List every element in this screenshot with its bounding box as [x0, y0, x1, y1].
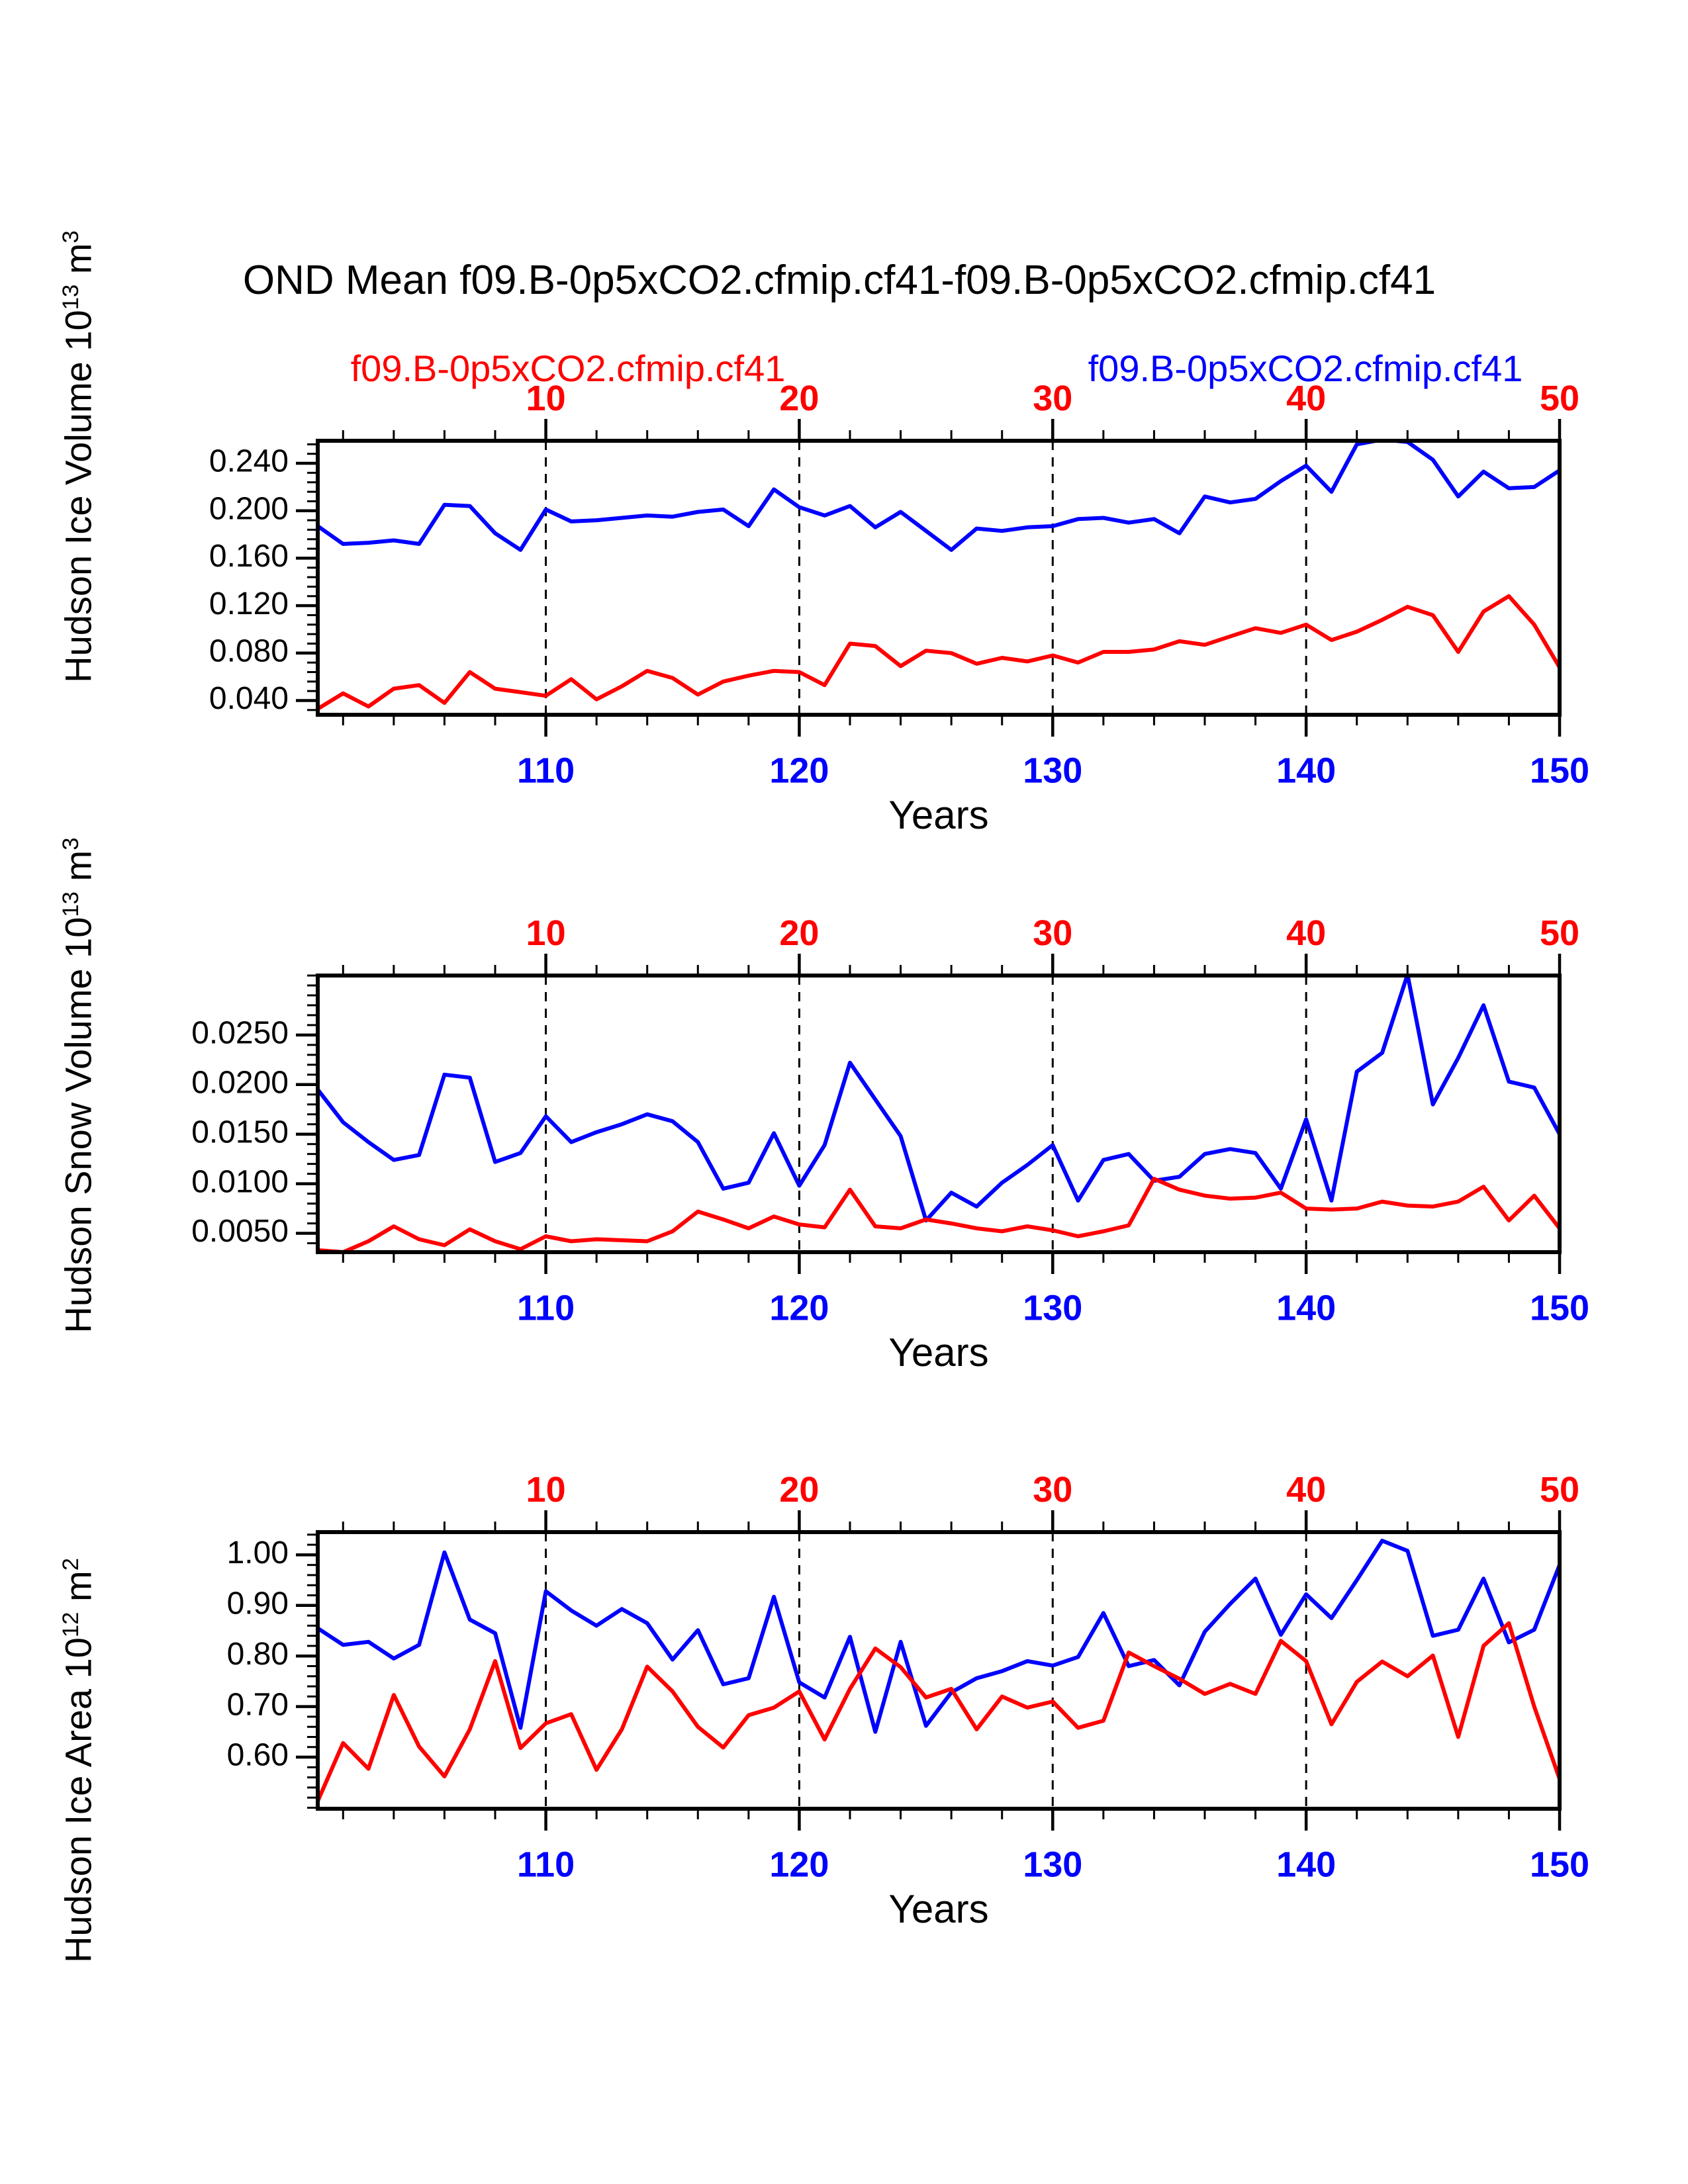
- x-tick-label-top-40: 40: [1286, 1470, 1327, 1510]
- x-tick-label-top-30: 30: [1033, 913, 1073, 953]
- y-axis-title-snow-volume-exponent: 13: [58, 891, 83, 917]
- figure-title: OND Mean f09.B-0p5xCO2.cfmip.cf41-f09.B-0p5xCO2.cfmip.cf41: [242, 257, 1436, 303]
- x-tick-label-top-10: 10: [526, 913, 566, 953]
- x-tick-label-bottom-130: 130: [1023, 751, 1083, 791]
- x-tick-label-top-10: 10: [526, 1470, 566, 1510]
- x-tick-label-bottom-150: 150: [1529, 1844, 1590, 1885]
- y-tick-label-0.0250: 0.0250: [191, 1015, 289, 1051]
- x-tick-label-bottom-130: 130: [1023, 1844, 1083, 1885]
- y-tick-label-0.240: 0.240: [209, 443, 289, 479]
- x-tick-label-bottom-140: 140: [1276, 751, 1336, 791]
- y-tick-label-0.80: 0.80: [226, 1636, 289, 1672]
- y-tick-label-0.60: 0.60: [226, 1737, 289, 1773]
- x-tick-label-top-50: 50: [1539, 913, 1580, 953]
- series-line-red-hudson-ice-volume: [318, 596, 1560, 709]
- x-tick-label-bottom-150: 150: [1529, 751, 1590, 791]
- y-tick-label-0.160: 0.160: [209, 539, 289, 574]
- y-axis-title-snow-volume-unit-exponent: 3: [58, 837, 83, 850]
- y-axis-title-ice-area-text: Hudson Ice Area 10: [57, 1637, 99, 1964]
- y-tick-label-0.0150: 0.0150: [191, 1115, 289, 1150]
- x-tick-label-bottom-110: 110: [517, 751, 575, 791]
- x-tick-label-bottom-110: 110: [517, 1288, 575, 1328]
- x-axis-title-hudson-ice-volume: Years: [888, 793, 989, 837]
- y-tick-label-0.120: 0.120: [209, 586, 289, 621]
- y-tick-label-0.040: 0.040: [209, 681, 289, 717]
- x-tick-label-bottom-110: 110: [517, 1844, 575, 1885]
- x-tick-label-top-20: 20: [779, 1470, 820, 1510]
- panel-hudson-ice-area: [227, 1470, 1589, 1931]
- y-axis-title-ice-volume-exponent: 13: [58, 284, 83, 310]
- panel-hudson-ice-volume: [209, 379, 1589, 837]
- panel-hudson-snow-volume: [191, 913, 1589, 1375]
- y-axis-title-ice-area-exponent: 12: [58, 1612, 83, 1638]
- series-line-blue-hudson-ice-area: [318, 1541, 1560, 1732]
- legend-label-blue-series: f09.B-0p5xCO2.cfmip.cf41: [1088, 347, 1523, 389]
- y-tick-label-0.080: 0.080: [209, 633, 289, 669]
- x-tick-label-bottom-120: 120: [769, 751, 829, 791]
- series-line-blue-hudson-snow-volume: [318, 975, 1560, 1221]
- x-tick-label-bottom-150: 150: [1529, 1288, 1590, 1328]
- series-line-red-hudson-snow-volume: [318, 1179, 1560, 1252]
- x-tick-label-bottom-140: 140: [1276, 1288, 1336, 1328]
- x-tick-label-top-20: 20: [779, 379, 820, 418]
- x-tick-label-top-10: 10: [526, 379, 566, 418]
- x-tick-label-top-50: 50: [1539, 379, 1580, 418]
- x-tick-label-bottom-130: 130: [1023, 1288, 1083, 1328]
- y-tick-label-0.200: 0.200: [209, 491, 289, 527]
- legend-label-red-series: f09.B-0p5xCO2.cfmip.cf41: [350, 347, 786, 389]
- y-axis-title-snow-volume-unit: m: [57, 850, 99, 892]
- x-tick-label-top-50: 50: [1539, 1470, 1580, 1510]
- y-axis-title-ice-area-unit: m: [57, 1570, 99, 1612]
- x-tick-label-top-40: 40: [1286, 379, 1327, 418]
- y-tick-label-0.90: 0.90: [226, 1586, 289, 1621]
- x-tick-label-bottom-140: 140: [1276, 1844, 1336, 1885]
- y-tick-label-1.00: 1.00: [226, 1535, 289, 1571]
- y-tick-label-0.70: 0.70: [226, 1687, 289, 1723]
- series-line-blue-hudson-ice-volume: [318, 439, 1560, 550]
- y-axis-title-snow-volume-text: Hudson Snow Volume 10: [57, 917, 99, 1334]
- y-tick-label-0.0100: 0.0100: [191, 1164, 289, 1200]
- x-tick-label-top-30: 30: [1033, 1470, 1073, 1510]
- x-axis-title-hudson-ice-area: Years: [888, 1887, 989, 1931]
- y-axis-title-ice-area-unit-exponent: 2: [58, 1557, 83, 1571]
- y-axis-title-ice-volume-unit: m: [57, 243, 99, 285]
- x-axis-title-hudson-snow-volume: Years: [888, 1330, 989, 1375]
- plot-frame-hudson-snow-volume: [318, 976, 1560, 1252]
- x-tick-label-top-20: 20: [779, 913, 820, 953]
- y-tick-label-0.0050: 0.0050: [191, 1214, 289, 1250]
- y-axis-title-ice-volume-text: Hudson Ice Volume 10: [57, 310, 99, 683]
- x-tick-label-bottom-120: 120: [769, 1288, 829, 1328]
- x-tick-label-top-30: 30: [1033, 379, 1073, 418]
- x-tick-label-bottom-120: 120: [769, 1844, 829, 1885]
- x-tick-label-top-40: 40: [1286, 913, 1327, 953]
- y-tick-label-0.0200: 0.0200: [191, 1065, 289, 1101]
- y-axis-title-ice-volume-unit-exponent: 3: [58, 230, 83, 244]
- plot-frame-hudson-ice-volume: [318, 441, 1560, 715]
